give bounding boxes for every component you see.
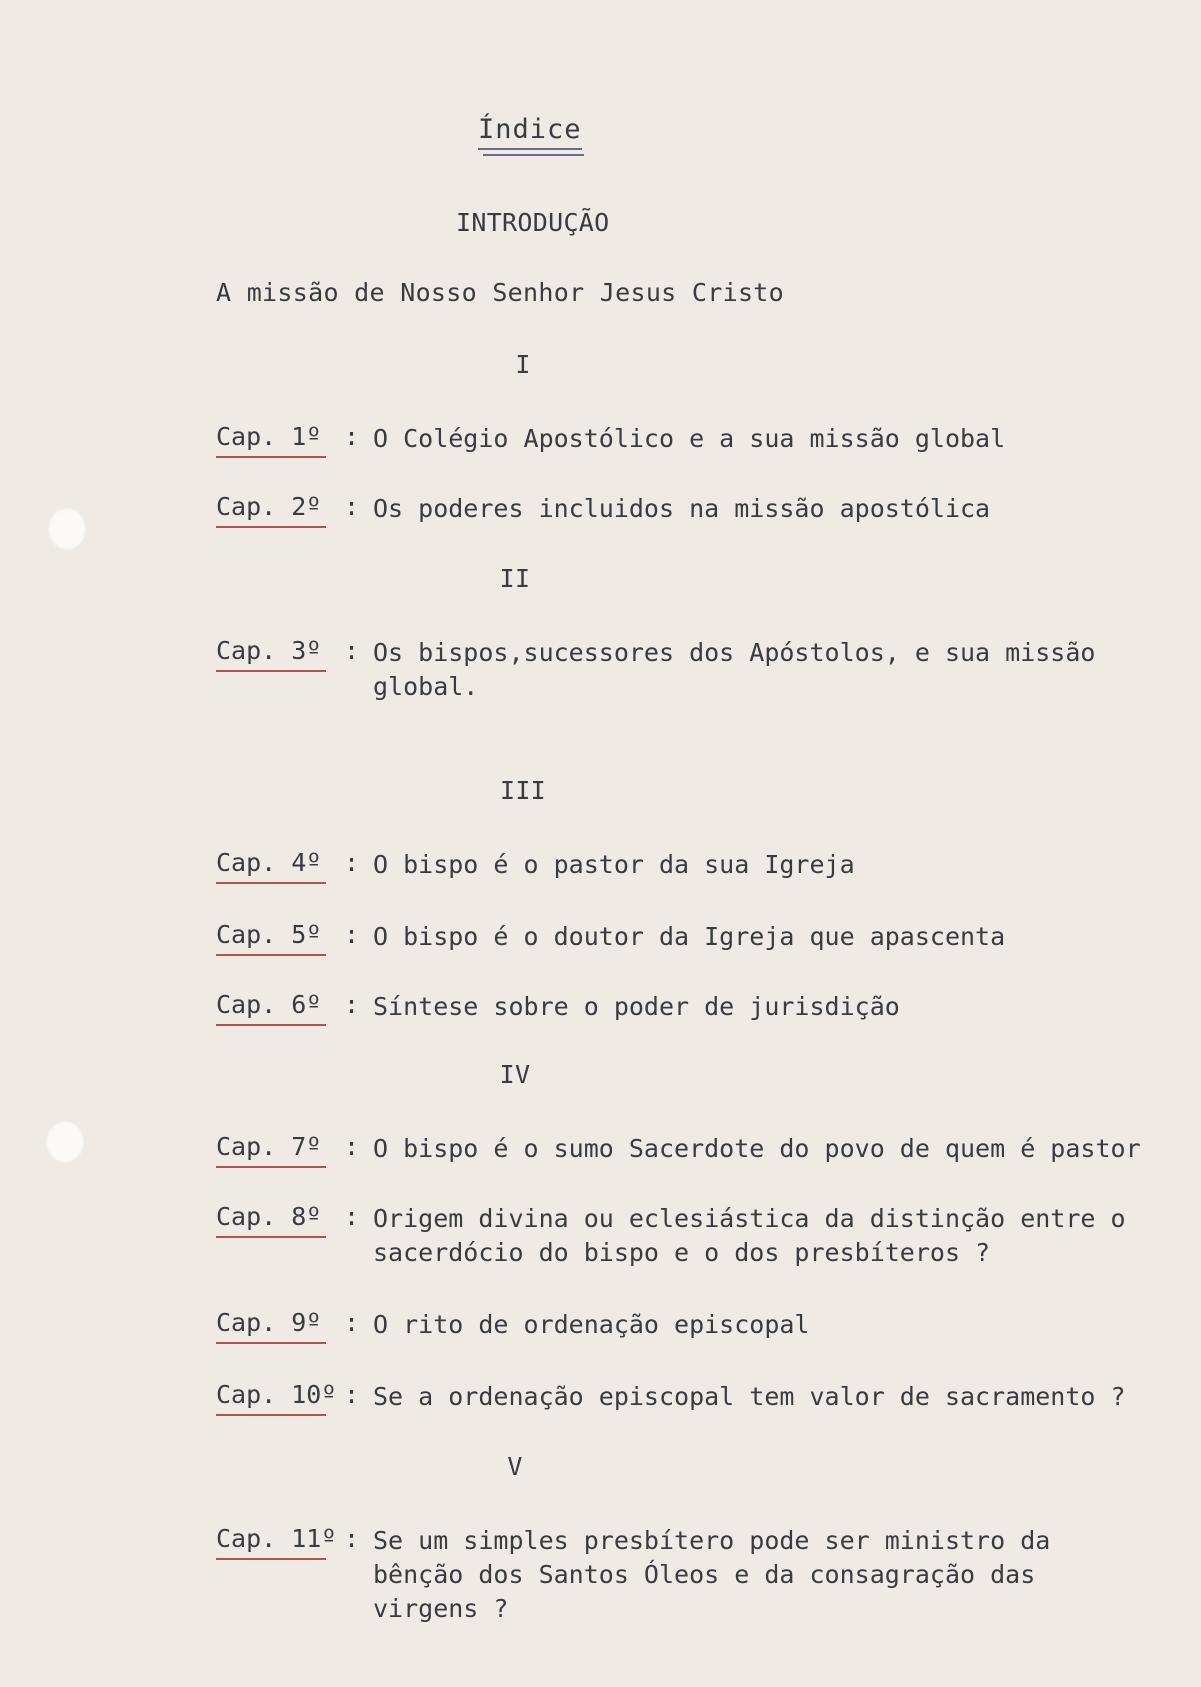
chapter-colon: : xyxy=(344,1132,360,1161)
chapter-entry-7 xyxy=(216,1132,1141,1163)
chapter-colon: : xyxy=(344,492,360,521)
chapter-title: Se a ordenação episcopal tem valor de sacramento ? xyxy=(373,1382,1126,1411)
part-numeral-2: II xyxy=(499,564,531,593)
chapter-label: Cap. 1º xyxy=(216,422,326,451)
chapter-entry-2 xyxy=(216,492,991,523)
chapter-colon: : xyxy=(344,1524,360,1553)
chapter-entry-3 xyxy=(216,636,1096,701)
chapter-title: O Colégio Apostólico e a sua missão global xyxy=(373,424,1006,453)
chapter-entry-4 xyxy=(216,848,855,879)
chapter-label: Cap. 7º xyxy=(216,1132,326,1161)
chapter-title: Origem divina ou eclesiástica da distinção entre o sacerdócio do bispo e o dos presbíteros ? xyxy=(373,1204,1126,1267)
chapter-label: Cap. 6º xyxy=(216,990,326,1019)
chapter-title: O bispo é o doutor da Igreja que apascenta xyxy=(373,922,1006,951)
chapter-colon: : xyxy=(344,1380,360,1409)
chapter-colon: : xyxy=(344,920,360,949)
chapter-colon: : xyxy=(344,1308,360,1337)
chapter-colon: : xyxy=(344,990,360,1019)
part-numeral-1: I xyxy=(515,350,531,379)
chapter-entry-6 xyxy=(216,990,900,1021)
page-title: Índice xyxy=(478,114,582,150)
chapter-entry-1 xyxy=(216,422,1006,453)
chapter-colon: : xyxy=(344,848,360,877)
chapter-colon: : xyxy=(344,422,360,451)
introduction-text: A missão de Nosso Senhor Jesus Cristo xyxy=(216,278,784,307)
chapter-label: Cap. 11º xyxy=(216,1524,337,1553)
chapter-title: Os poderes incluidos na missão apostólica xyxy=(373,494,991,523)
chapter-entry-9 xyxy=(216,1308,810,1339)
part-numeral-3: III xyxy=(499,776,547,805)
chapter-entry-11 xyxy=(216,1524,1051,1623)
chapter-title: Síntese sobre o poder de jurisdição xyxy=(373,992,900,1021)
part-numeral-5: V xyxy=(507,1452,523,1481)
chapter-title: O rito de ordenação episcopal xyxy=(373,1310,810,1339)
chapter-entry-8 xyxy=(216,1202,1126,1267)
chapter-colon: : xyxy=(344,1202,360,1231)
punch-hole-top xyxy=(48,508,86,550)
chapter-label: Cap. 10º xyxy=(216,1380,337,1409)
chapter-title: Se um simples presbítero pode ser ministro da bênção dos Santos Óleos e da consagração das virgens ? xyxy=(373,1526,1051,1623)
introduction-heading: INTRODUÇÃO xyxy=(456,208,610,237)
chapter-entry-10 xyxy=(216,1380,1126,1411)
chapter-label: Cap. 2º xyxy=(216,492,326,521)
part-numeral-4: IV xyxy=(499,1060,531,1089)
chapter-label: Cap. 8º xyxy=(216,1202,326,1231)
chapter-label: Cap. 3º xyxy=(216,636,326,665)
chapter-title: Os bispos,sucessores dos Apóstolos, e sua missão global. xyxy=(373,638,1096,701)
chapter-title: O bispo é o sumo Sacerdote do povo de quem é pastor xyxy=(373,1134,1141,1163)
chapter-label: Cap. 5º xyxy=(216,920,326,949)
chapter-entry-5 xyxy=(216,920,1006,951)
chapter-label: Cap. 9º xyxy=(216,1308,326,1337)
title-double-underline xyxy=(483,154,584,156)
chapter-label: Cap. 4º xyxy=(216,848,326,877)
punch-hole-bottom xyxy=(46,1121,84,1163)
chapter-title: O bispo é o pastor da sua Igreja xyxy=(373,850,855,879)
chapter-colon: : xyxy=(344,636,360,665)
